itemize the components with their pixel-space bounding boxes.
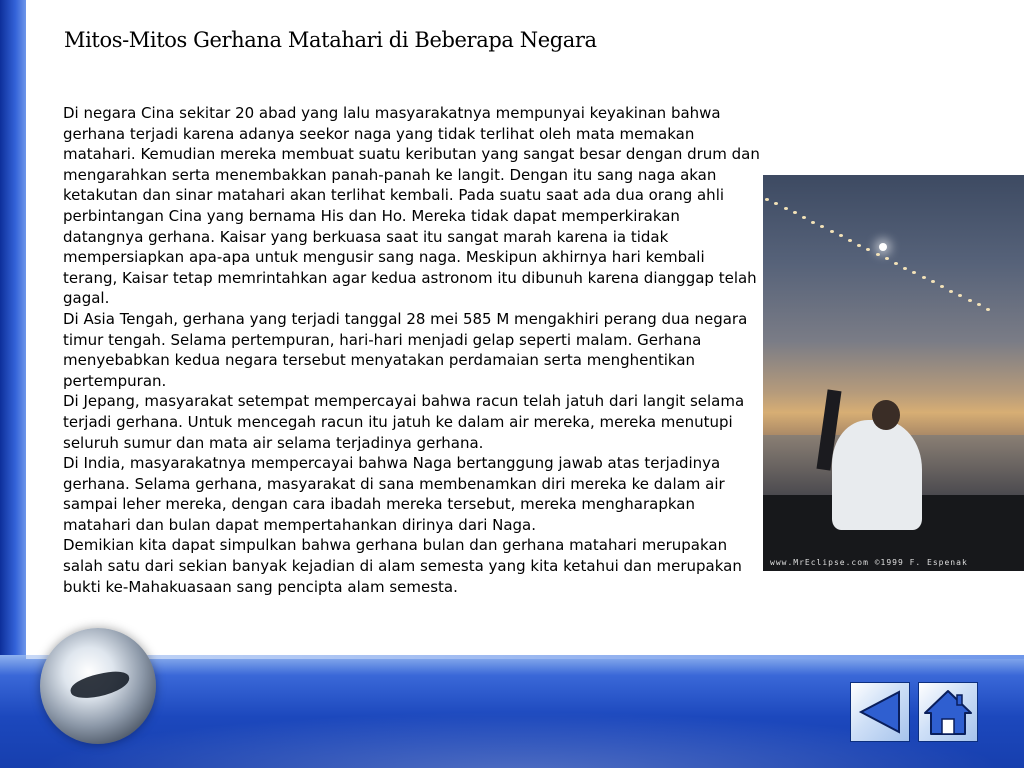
eclipse-sequence-dot	[866, 248, 870, 251]
eclipse-sun	[879, 243, 887, 251]
eclipse-sequence-dot	[940, 285, 944, 288]
eclipse-sequence-dot	[912, 271, 916, 274]
eclipse-sequence-dot	[977, 303, 981, 306]
paragraph-japan: Di Jepang, masyarakat setempat mempercayai bahwa racun telah jatuh dari langit selama terjadi gerhana. Untuk mencegah racun itu jatuh ke dalam air mereka, mereka menutupi seluruh sumur dan mata air selama terjadinya gerhana.	[63, 392, 745, 452]
eclipse-sequence-dot	[876, 253, 880, 256]
globe-decoration	[40, 628, 156, 744]
eclipse-sequence-dot	[839, 234, 843, 237]
eclipse-sequence-dot	[830, 230, 834, 233]
eclipse-sequence-dot	[958, 294, 962, 297]
slide-frame-left	[0, 0, 26, 660]
slide-title: Mitos-Mitos Gerhana Matahari di Beberapa Negara	[64, 28, 597, 52]
slide-body	[63, 103, 763, 597]
globe-land-shape	[68, 668, 131, 702]
house-icon	[919, 683, 977, 741]
eclipse-sequence-dot	[820, 225, 824, 228]
eclipse-sequence-dot	[949, 290, 953, 293]
paragraph-conclusion: Demikian kita dapat simpulkan bahwa gerhana bulan dan gerhana matahari merupakan salah satu dari sekian banyak kejadian di alam semesta yang kita ketahui dan merupakan bukti ke-Mahakuasaan sang pencipta alam semesta.	[63, 536, 742, 596]
eclipse-sequence-dot	[986, 308, 990, 311]
slide-frame-divider	[26, 655, 1024, 659]
home-button[interactable]	[918, 682, 978, 742]
eclipse-sequence-dot	[802, 216, 806, 219]
eclipse-sequence-dot	[774, 202, 778, 205]
paragraph-china: Di negara Cina sekitar 20 abad yang lalu masyarakatnya mempunyai keyakinan bahwa gerhana terjadi karena adanya seekor naga yang tidak terlihat oleh mata memakan matahari. Kemudian mereka membuat suatu keributan yang sangat besar dengan drum dan mengarahkan serta menembakkan panah-panah ke langit. Dengan itu sang naga akan ketakutan dan sinar matahari akan terlihat kembali. Pada suatu saat ada dua orang ahli perbintangan Cina yang bernama His dan Ho. Mereka tidak dapat memperkirakan datangnya gerhana. Kaisar yang berkuasa saat itu sangat marah karena ia tidak mempersiapkan apa-apa untuk mengusir sang naga. Meskipun akhirnya hari kembali terang, Kaisar tetap memrintahkan agar kedua astronom itu dibunuh karena dianggap telah gagal.	[63, 104, 760, 308]
eclipse-sequence-dot	[784, 207, 788, 210]
paragraph-central-asia: Di Asia Tengah, gerhana yang terjadi tanggal 28 mei 585 M mengakhiri perang dua negara timur tengah. Selama pertempuran, hari-hari menjadi gelap seperti malam. Gerhana menyebabkan kedua negara tersebut menyatakan perdamaian serta menghentikan pertempuran.	[63, 309, 748, 390]
back-button[interactable]	[850, 682, 910, 742]
observer-head	[872, 400, 900, 430]
eclipse-sequence-dot	[793, 211, 797, 214]
eclipse-sequence-dot	[848, 239, 852, 242]
paragraph-india: Di India, masyarakatnya mempercayai bahwa Naga bertanggung jawab atas terjadinya gerhana. Selama gerhana, masyarakat di sana membenamkan diri mereka ke dalam air sampai leher mereka, dengan cara ibadah mereka tersebut, mereka mengharapkan matahari dan bulan dapat mempertahankan dirinya dari Naga.	[63, 454, 725, 534]
eclipse-photo	[736, 175, 1024, 571]
photo-credit: www.MrEclipse.com ©1999 F. Espenak	[770, 558, 968, 567]
left-triangle-icon	[851, 683, 909, 741]
eclipse-sequence-dot	[765, 198, 769, 201]
eclipse-sequence-dot	[811, 221, 815, 224]
eclipse-sequence-dot	[968, 299, 972, 302]
eclipse-sequence-dot	[894, 262, 898, 265]
eclipse-sequence-dot	[931, 280, 935, 283]
eclipse-sequence-dot	[922, 276, 926, 279]
observer-figure	[832, 420, 922, 530]
eclipse-sequence-dot	[885, 257, 889, 260]
eclipse-sequence-dot	[903, 267, 907, 270]
eclipse-sequence-dot	[857, 244, 861, 247]
